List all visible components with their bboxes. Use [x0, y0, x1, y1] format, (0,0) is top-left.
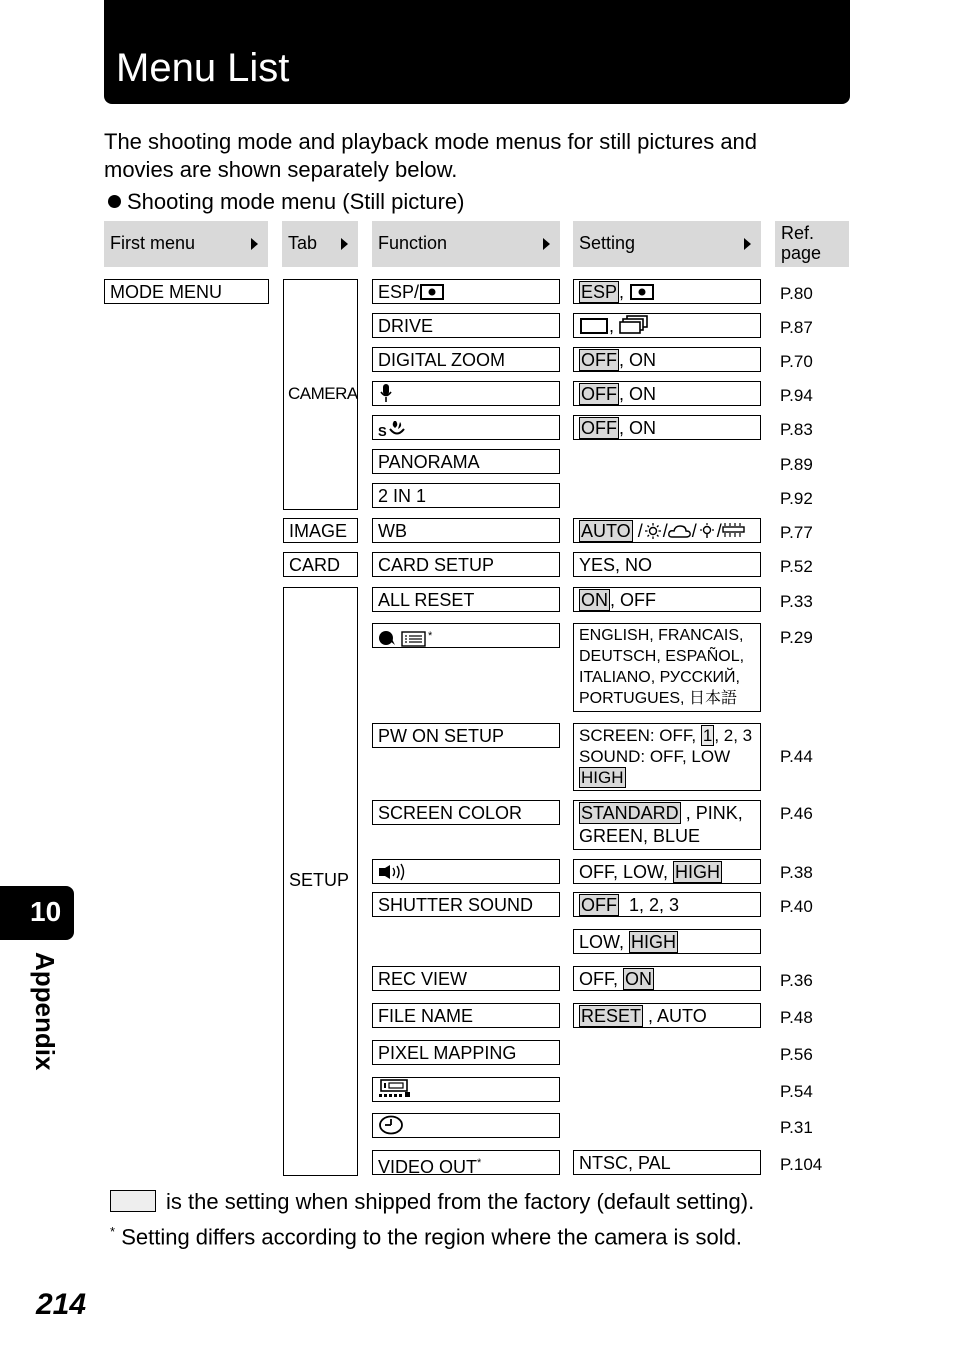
section-heading-text: Shooting mode menu (Still picture): [127, 189, 465, 214]
chapter-tab: [0, 886, 74, 940]
language-icon: [378, 629, 428, 648]
arrow-right-icon: [251, 238, 258, 250]
function-panorama: PANORAMA: [372, 449, 560, 474]
super-macro-icon: [378, 417, 408, 437]
ref-shutter-sound: P.40: [780, 897, 813, 916]
page-number: 214: [36, 1288, 87, 1321]
function-file-name: FILE NAME: [372, 1003, 560, 1028]
ref-monitor-brightness: P.54: [780, 1082, 813, 1101]
legend-note: is the setting when shipped from the factory (default setting).: [110, 1188, 754, 1216]
function-drive: DRIVE: [372, 313, 560, 338]
setting-drive: ,: [573, 313, 761, 338]
ref-pixel-mapping: P.56: [780, 1045, 813, 1064]
function-language: *: [372, 623, 560, 648]
ref-super-macro: P.83: [780, 420, 813, 439]
svg-text:S: S: [378, 424, 387, 437]
sunny-icon: [643, 522, 663, 540]
microphone-icon: [378, 383, 394, 403]
header-first-menu: First menu: [104, 221, 268, 267]
setting-wb: AUTO / / / /: [573, 518, 761, 543]
header-setting: Setting: [573, 221, 761, 267]
function-super-macro: [372, 415, 560, 440]
clock-icon: [378, 1115, 404, 1135]
ref-digital-zoom: P.70: [780, 352, 813, 371]
ref-screen-color: P.46: [780, 804, 813, 823]
default-setting-swatch: [110, 1190, 156, 1212]
ref-all-reset: P.33: [780, 592, 813, 611]
tab-image: IMAGE: [283, 518, 358, 543]
ref-beep: P.38: [780, 863, 813, 882]
ref-pw-on-setup: P.44: [780, 747, 813, 766]
ref-file-name: P.48: [780, 1008, 813, 1027]
ref-clock: P.31: [780, 1118, 813, 1137]
function-all-reset: ALL RESET: [372, 587, 560, 612]
function-shutter-sound: SHUTTER SOUND: [372, 892, 560, 917]
chapter-number: 10: [30, 896, 62, 927]
tab-camera: CAMERA: [283, 279, 358, 510]
function-clock: [372, 1113, 560, 1138]
spot-metering-icon: [419, 283, 445, 301]
arrow-right-icon: [543, 238, 550, 250]
setting-super-macro: OFF , ON: [573, 415, 761, 440]
ref-video-out: P.104: [780, 1155, 823, 1174]
function-pw-on-setup: PW ON SETUP: [372, 723, 560, 748]
setting-digital-zoom: OFF , ON: [573, 347, 761, 372]
intro-text: The shooting mode and playback mode menus for still pictures and movies are shown separately below.: [104, 129, 758, 182]
ref-voice-record: P.94: [780, 386, 813, 405]
function-beep: [372, 859, 560, 884]
setting-shutter-volume: LOW, HIGH: [573, 929, 761, 954]
tungsten-icon: [697, 522, 717, 540]
function-pixel-mapping: PIXEL MAPPING: [372, 1040, 560, 1065]
header-function: Function: [372, 221, 560, 267]
function-wb: WB: [372, 518, 560, 543]
setting-shutter-sound: OFF 1, 2, 3: [573, 892, 761, 917]
tab-card: CARD: [283, 552, 358, 577]
ref-card-setup: P.52: [780, 557, 813, 576]
setting-beep: OFF, LOW, HIGH: [573, 859, 761, 884]
function-monitor-brightness: [372, 1077, 560, 1102]
ref-panorama: P.89: [780, 455, 813, 474]
ref-2-in-1: P.92: [780, 489, 813, 508]
first-menu-box: MODE MENU: [104, 279, 269, 304]
setting-card-setup: YES, NO: [573, 552, 761, 577]
spot-metering-icon: [629, 283, 655, 301]
function-digital-zoom: DIGITAL ZOOM: [372, 347, 560, 372]
setting-rec-view: OFF, ON: [573, 966, 761, 991]
monitor-brightness-icon: [378, 1079, 412, 1099]
ref-esp: P.80: [780, 284, 813, 303]
function-video-out: VIDEO OUT*: [372, 1150, 560, 1175]
arrow-right-icon: [744, 238, 751, 250]
header-ref-page: Ref. page: [775, 221, 849, 267]
setting-language: ENGLISH, FRANCAIS, DEUTSCH, ESPAÑOL, ITALIANO, РУССКИЙ, PORTUGUES, 日本語: [573, 623, 761, 712]
ref-rec-view: P.36: [780, 971, 813, 990]
setting-file-name: RESET , AUTO: [573, 1003, 761, 1028]
fluorescent-icon: [722, 522, 746, 540]
ref-drive: P.87: [780, 318, 813, 337]
single-frame-icon: [579, 317, 609, 335]
chapter-label: Appendix: [30, 952, 60, 1071]
header-tab: Tab: [282, 221, 358, 267]
ref-language: P.29: [780, 628, 813, 647]
speaker-icon: [378, 863, 408, 881]
sequential-shooting-icon: [619, 315, 649, 335]
section-heading: [108, 188, 465, 216]
function-screen-color: SCREEN COLOR: [372, 800, 560, 825]
setting-all-reset: ON , OFF: [573, 587, 761, 612]
setting-pw-on-setup: SCREEN: OFF, 1 , 2, 3 SOUND: OFF, LOW HIGH: [573, 723, 761, 791]
function-rec-view: REC VIEW: [372, 966, 560, 991]
setting-screen-color: STANDARD , PINK, GREEN, BLUE: [573, 800, 761, 850]
setting-voice-record: OFF , ON: [573, 381, 761, 406]
title-bar: [104, 0, 850, 104]
setting-video-out: NTSC, PAL: [573, 1150, 761, 1175]
tab-setup: SETUP: [283, 587, 358, 1176]
bullet-icon: [108, 195, 121, 208]
page-title: Menu List: [116, 46, 290, 90]
function-esp: ESP/: [372, 279, 560, 304]
cloudy-icon: [668, 522, 692, 540]
setting-esp: ESP ,: [573, 279, 761, 304]
function-voice-record: [372, 381, 560, 406]
function-card-setup: CARD SETUP: [372, 552, 560, 577]
arrow-right-icon: [341, 238, 348, 250]
function-2-in-1: 2 IN 1: [372, 483, 560, 508]
region-note: * Setting differs according to the region where the camera is sold.: [110, 1224, 743, 1250]
ref-wb: P.77: [780, 523, 813, 542]
